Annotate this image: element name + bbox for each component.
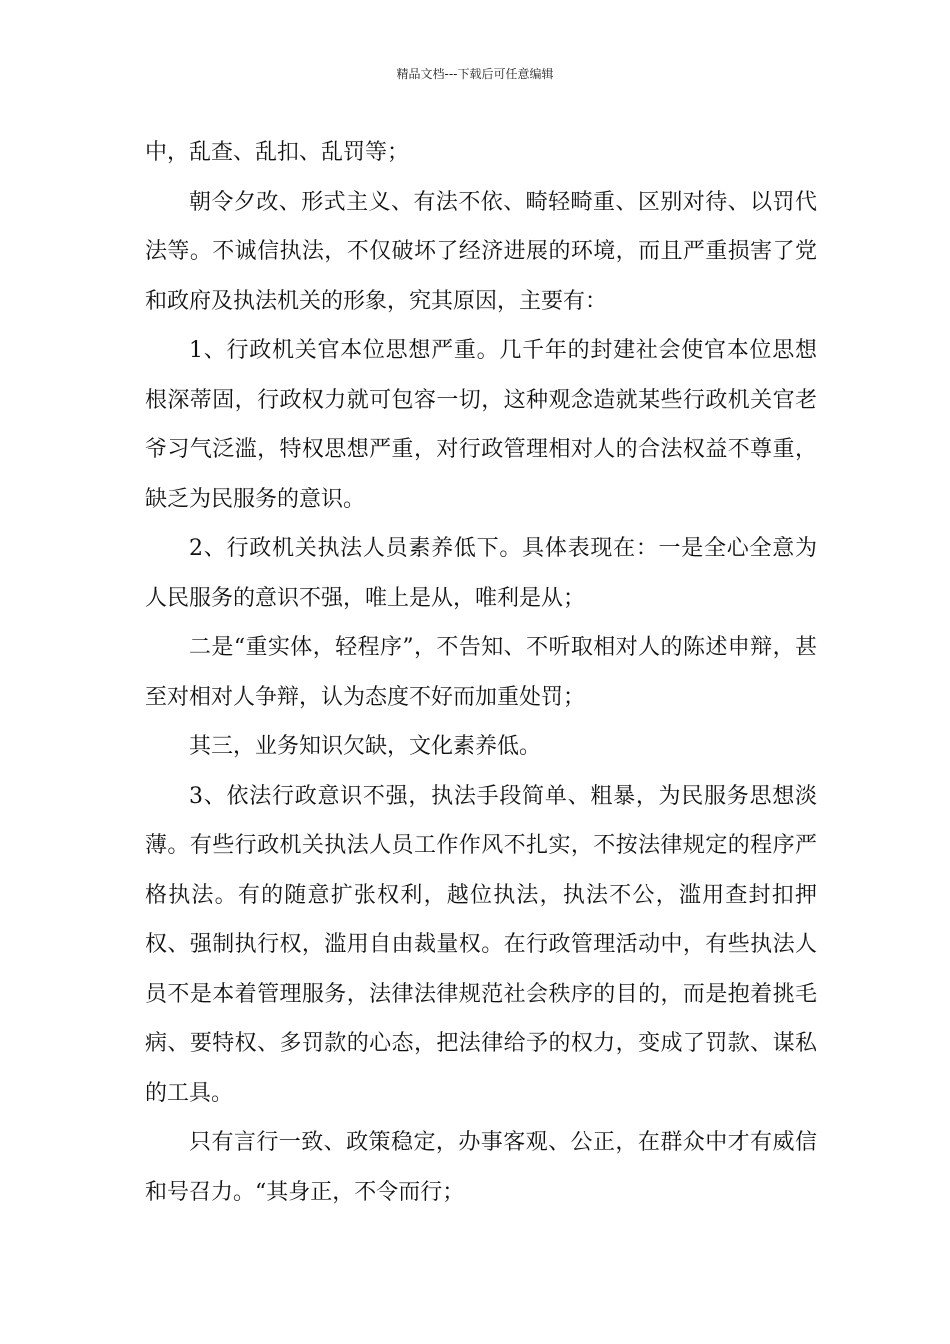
paragraph: 二是“重实体，轻程序”，不告知、不听取相对人的陈述申辩，甚至对相对人争辩，认为态度不好而加重处罚； bbox=[145, 635, 817, 710]
page-header: 精品文档---下载后可任意编辑 bbox=[396, 67, 554, 81]
paragraph: 3、依法行政意识不强，执法手段简单、粗暴，为民服务思想淡薄。有些行政机关执法人员工作作风不扎实，不按法律规定的程序严格执法。有的随意扩张权利，越位执法，执法不公，滥用查封扣押权、强制执行权，滥用自由裁量权。在行政管理活动中，有些执法人员不是本着管理服务，法律法律规范社会秩序的目的，而是抱着挑毛病、要特权、多罚款的心态，把法律给予的权力，变成了罚款、谋私的工具。 bbox=[145, 783, 817, 1106]
document-body bbox=[145, 128, 817, 1217]
paragraph: 朝令夕改、形式主义、有法不依、畸轻畸重、区别对待、以罚代法等。不诚信执法，不仅破坏了经济进展的环境，而且严重损害了党和政府及执法机关的形象，究其原因，主要有： bbox=[145, 189, 817, 314]
paragraph: 其三，业务知识欠缺，文化素养低。 bbox=[189, 734, 542, 759]
paragraph: 中，乱查、乱扣、乱罚等； bbox=[145, 140, 410, 165]
paragraph: 1、行政机关官本位思想严重。几千年的封建社会使官本位思想根深蒂固，行政权力就可包容一切，这种观念造就某些行政机关官老爷习气泛滥，特权思想严重，对行政管理相对人的合法权益不尊重，缺乏为民服务的意识。 bbox=[145, 338, 817, 512]
paragraph: 只有言行一致、政策稳定，办事客观、公正，在群众中才有威信和号召力。“其身正，不令而行； bbox=[145, 1130, 817, 1205]
paragraph: 2、行政机关执法人员素养低下。具体表现在：一是全心全意为人民服务的意识不强，唯上是从，唯利是从； bbox=[145, 536, 817, 611]
